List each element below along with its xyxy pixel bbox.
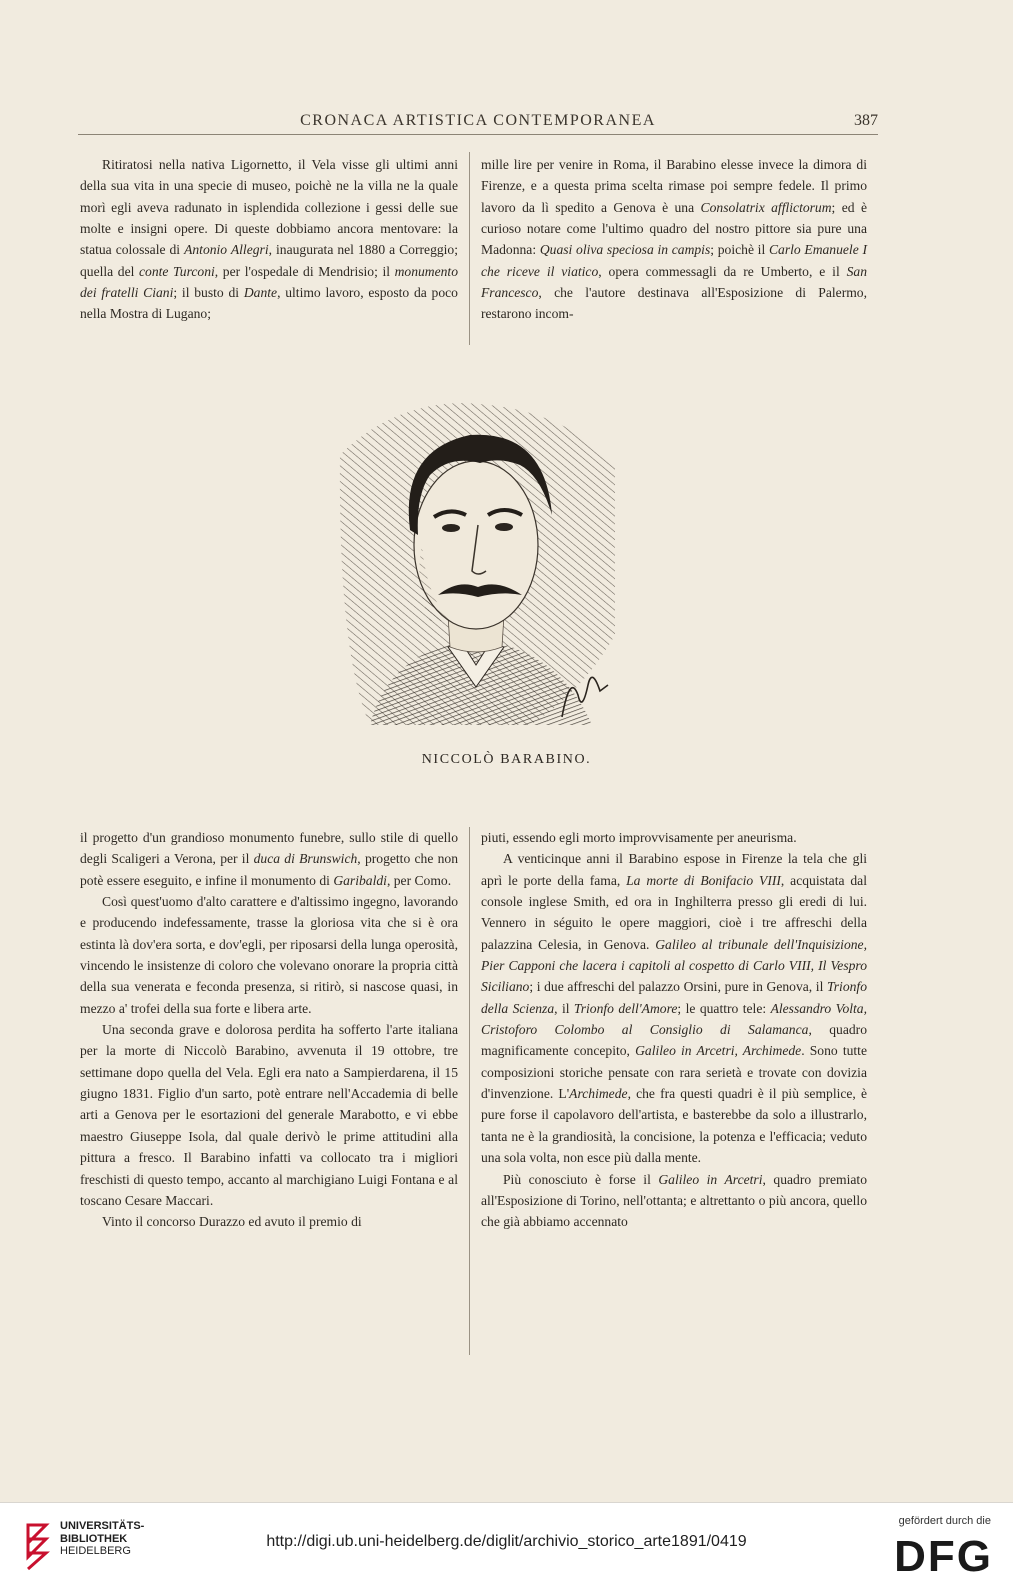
figure-caption: NICCOLÒ BARABINO.	[421, 752, 592, 767]
text-run: Vinto il concorso Durazzo ed avuto il premio di	[102, 1214, 362, 1230]
text-run: , quadro magnificamente concepito,	[481, 1022, 868, 1059]
text-run: , il	[554, 1000, 574, 1016]
italic-text-run: Alessandro Volta, Cristoforo Colombo al Consiglio di Salamanca	[481, 1000, 867, 1038]
text-run: , per Como.	[386, 872, 452, 888]
paragraph	[481, 154, 867, 325]
text-run: Più conosciuto è forse il	[503, 1171, 659, 1187]
running-header	[78, 112, 878, 135]
italic-text-run: duca di Brunswich	[253, 851, 358, 867]
italic-text-run: monumento dei fratelli Ciani	[80, 263, 459, 301]
text-run: Ritiratosi nella nativa Ligornetto, il Vela visse gli ultimi anni della sua vita in una specie di museo, poichè ne la villa ne la quale morì egli aveva radunato in isplendida collezione i gessi delle sue molte e insigni opere. Di queste dobbiamo ancora mentovare: la statua colossale di	[80, 157, 458, 258]
text-run: mille lire per venire in Roma, il Barabino elesse invece la dimora di Firenze, e a questa prima scelta rimase poi sempre fedele. Il primo lavoro da lì spedito a Genova è una	[481, 157, 867, 215]
library-name-line: BIBLIOTHEK	[60, 1532, 128, 1545]
text-run: , quadro premiato all'Esposizione di Torino, nell'ottanta; e altrettanto o più ancora, quello che già abbiamo accennato	[481, 1171, 867, 1230]
text-run: , acquistata dal console inglese Smith, ed ora in Inghilterra presso gli eredi di lui. Vennero in séguito le opere maggiori, cioè i tre affreschi della palazzina Celesia, in Genova.	[481, 872, 867, 952]
italic-text-run: La morte di Bonifacio VIII	[626, 872, 781, 888]
funder-label: gefördert durch die	[898, 1515, 991, 1527]
column-top-right	[481, 154, 867, 325]
text-run: il progetto d'un grandioso monumento funebre, sullo stile di quello degli Scaligeri a Verona, per il	[80, 830, 458, 867]
library-name-line: UNIVERSITÄTS-	[60, 1520, 145, 1532]
column-bottom-left	[80, 827, 458, 1233]
text-run: , progetto che non potè essere eseguito, e infine il monumento di	[80, 851, 459, 888]
paragraph	[481, 827, 867, 848]
column-rule-top	[469, 152, 470, 345]
italic-text-run: Dante	[243, 285, 278, 301]
italic-text-run: Galileo in Arcetri	[658, 1171, 763, 1187]
italic-text-run: Consolatrix afflictorum	[700, 199, 832, 215]
permalink-url[interactable]: http://digi.ub.uni-heidelberg.de/diglit/archivio_storico_arte1891/0419	[266, 1533, 747, 1550]
italic-text-run: Garibaldi	[333, 872, 387, 888]
text-run: , opera commessagli da re Umberto, e il	[598, 263, 847, 279]
text-run: ; il busto di	[173, 285, 244, 301]
text-run: Così quest'uomo d'alto carattere e d'altissimo ingegno, lavorando e producendo indefessamente, trasse la gloriosa vita che si è ora estinta là dov'era sorta, e dov'egli, per riposarsi della lunga operosità, vincendo le insistenze di coloro che volevano onorare la propria città della sua venerata e feconda presenza, si ritirò, si nascose quasi, in mezzo a' trofei della sua forte e libera arte.	[80, 894, 458, 1016]
viewer-footer	[0, 1502, 1013, 1592]
text-run: ; i due affreschi del palazzo Orsini, pure in Genova, il	[529, 979, 827, 995]
dfg-logo[interactable]: DFG	[894, 1532, 993, 1581]
running-title: CRONACA ARTISTICA CONTEMPORANEA	[300, 112, 656, 129]
text-run: piuti, essendo egli morto improvvisamente per aneurisma.	[481, 830, 797, 845]
column-rule-bottom	[469, 827, 470, 1355]
text-run: , inaugurata nel 1880 a Correggio; quella del	[80, 242, 459, 279]
paragraph	[80, 891, 458, 1019]
italic-text-run: Trionfo dell'Amore	[573, 1000, 678, 1016]
paragraph	[80, 154, 458, 325]
text-run: . Sono tutte composizioni storiche pensate con rara serietà e trovate con dovizia d'invenzione. L'	[481, 1043, 867, 1102]
italic-text-run: Quasi oliva speciosa in campis	[539, 242, 711, 258]
italic-text-run: conte Turconi	[138, 263, 215, 279]
italic-text-run: Archimede	[569, 1086, 628, 1102]
italic-text-run: Galileo in Arcetri, Archimede	[635, 1043, 802, 1059]
text-run: , ultimo lavoro, esposto da poco nella Mostra di Lugano;	[80, 285, 458, 322]
paragraph	[80, 1211, 458, 1232]
portrait-engraving	[330, 395, 622, 731]
italic-text-run: Trionfo della Scienza	[481, 979, 867, 1016]
paragraph	[80, 1019, 458, 1211]
library-name-line: HEIDELBERG	[60, 1545, 131, 1557]
text-run: Una seconda grave e dolorosa perdita ha sofferto l'arte italiana per la morte di Niccolò Barabino, avvenuta il 19 ottobre, tre settimane dopo quella del Vela. Egli era nato a Sampierdarena, il 15 giugno 1831. Figlio d'un sarto, potè entrare nell'Accademia di belle arti a Genova per le esortazioni del generale Marabotto, e vi ebbe maestro Giuseppe Isola, dal quale derivò le prime attitudini alla pittura a fresco. Il Barabino infatti va collocato tra i migliori freschisti di questo tempo, accanto al marchigiano Luigi Fontana e al toscano Cesare Maccari.	[80, 1022, 458, 1208]
italic-text-run: Antonio Allegri	[184, 242, 269, 258]
page-number: 387	[854, 112, 878, 129]
text-run: , per l'ospedale di Mendrisio; il	[214, 263, 395, 279]
column-bottom-right	[481, 827, 867, 1233]
text-run: A venticinque anni il Barabino espose in Firenze la tela che gli aprì le porte della fama,	[481, 851, 867, 888]
text-run: ; ed è curioso notare come l'ultimo quadro del nostro pittore sia pure una Madonna:	[481, 199, 867, 258]
paragraph	[481, 848, 867, 1168]
paragraph	[80, 827, 458, 891]
text-run: ; poichè il	[710, 242, 769, 258]
text-run: , che fra questi quadri è il più semplice, è pure forse il capolavoro dell'artista, e basterebbe da solo a illustrarlo, tanta ne è la grandiosità, la concisione, la potenza e l'efficacia; veduto una sola volta, non esce più dalla mente.	[481, 1086, 867, 1166]
italic-text-run: Carlo Emanuele I che riceve il viatico	[481, 242, 867, 279]
text-run: ; le quattro tele:	[677, 1000, 771, 1016]
italic-text-run: Galileo al tribunale dell'Inquisizione, Pier Capponi che lacera i capitoli al cospetto di Carlo VIII, Il Vespro Siciliano	[481, 936, 867, 995]
italic-text-run: San Francesco	[481, 263, 867, 301]
paragraph	[481, 1169, 867, 1233]
column-top-left	[80, 154, 458, 325]
text-run: , che l'autore destinava all'Esposizione di Palermo, restarono incom-	[481, 285, 867, 322]
